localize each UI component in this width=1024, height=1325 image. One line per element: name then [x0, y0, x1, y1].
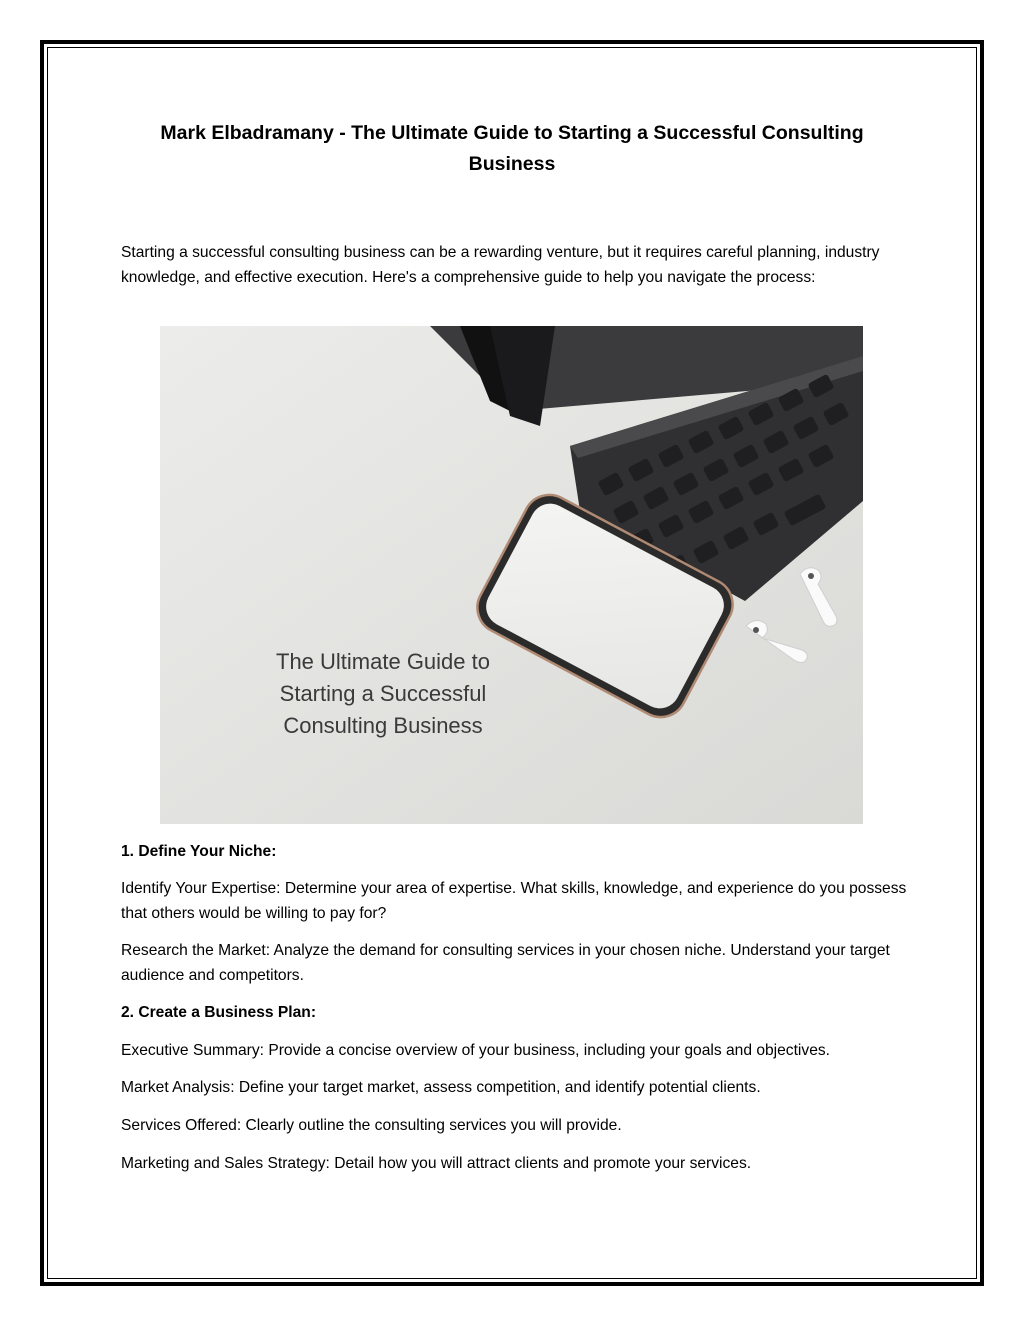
hero-photo-illustration — [160, 326, 863, 824]
paragraph-market-analysis: Market Analysis: Define your target market, assess competition, and identify potential clients. — [121, 1079, 761, 1096]
image-caption-line: The Ultimate Guide to — [276, 649, 490, 674]
image-caption — [218, 646, 548, 742]
intro-paragraph: Starting a successful consulting business can be a rewarding venture, but it requires careful planning, industry knowledge, and effective execution. Here's a comprehensive guide to help you navigate the process: — [121, 244, 880, 286]
image-caption-line: Consulting Business — [283, 713, 483, 738]
document-title: Mark Elbadramany - The Ultimate Guide to Starting a Successful Consulting Business — [160, 122, 864, 175]
image-caption-line: Starting a Successful — [279, 681, 487, 706]
hero-image — [160, 326, 863, 824]
paragraph-services-offered: Services Offered: Clearly outline the consulting services you will provide. — [121, 1117, 622, 1134]
paragraph-identify-expertise: Identify Your Expertise: Determine your area of expertise. What skills, knowledge, and experience do you possess that others would be willing to pay for? — [121, 880, 907, 922]
paragraph-research-market: Research the Market: Analyze the demand for consulting services in your chosen niche. Understand your target audience and competitors. — [121, 942, 890, 984]
paragraph-marketing-sales: Marketing and Sales Strategy: Detail how you will attract clients and promote your services. — [121, 1155, 752, 1172]
section-heading-business-plan: 2. Create a Business Plan: — [121, 1004, 317, 1021]
section-heading-define-niche: 1. Define Your Niche: — [121, 843, 277, 860]
paragraph-executive-summary: Executive Summary: Provide a concise overview of your business, including your goals and objectives. — [121, 1042, 830, 1059]
